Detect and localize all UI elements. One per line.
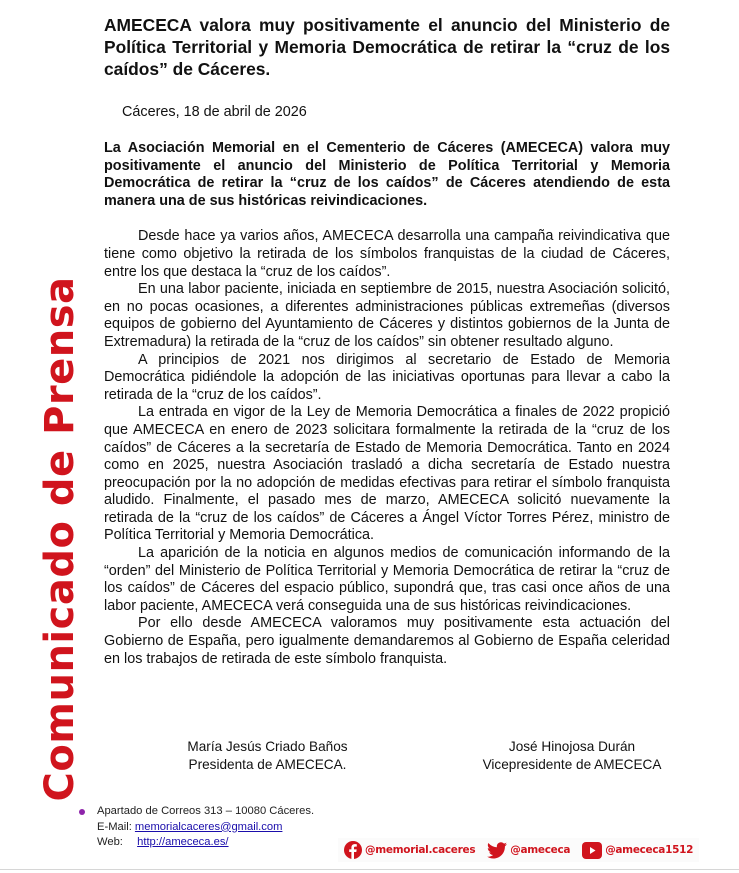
social-handle: @amececa1512	[605, 844, 694, 856]
social-facebook[interactable]	[344, 841, 475, 859]
paragraph: Desde hace ya varios años, AMECECA desarrolla una campaña reivindicativa que tiene como objetivo la retirada de los símbolos franquistas de la ciudad de Cáceres, entre los que destaca la “cruz de los caídos”.	[104, 228, 670, 280]
email-row	[79, 820, 314, 836]
youtube-icon	[582, 842, 602, 859]
web-link[interactable]: http://amececa.es/	[137, 836, 229, 848]
paragraph: Por ello desde AMECECA valoramos muy positivamente esta actuación del Gobierno de España, pero igualmente demandaremos al Gobierno de España celeridad en los trabajos de retirada de este símbolo franquista.	[104, 615, 670, 667]
side-banner-text: Comunicado de Prensa	[37, 276, 83, 802]
paragraph: La aparición de la noticia en algunos medios de comunicación informando de la “orden” del Ministerio de Política Territorial y Memoria Democrática de retirar la “cruz de los caídos” de Cáceres del espacio público, supondrá que, tras casi once años de una labor paciente, AMECECA verá conseguida una de sus históricas reivindicaciones.	[104, 545, 670, 614]
paragraph: La entrada en vigor de la Ley de Memoria Democrática a finales de 2022 propició que AMECECA en enero de 2023 solicitara formalmente la retirada de la “cruz de los caídos” de Cáceres a la secretaría de Estado de Memoria Democrática. Tanto en 2024 como en 2025, nuestra Asociación trasladó a dicha secretaría de Estado nuestra preocupación por la no adopción de medidas efectivas para retirar el símbolo franquista aludido. Finalmente, el pasado mes de marzo, AMECECA solicitó nuevamente la retirada de la “cruz de los caídos” de Cáceres a Ángel Víctor Torres Pérez, ministro de Política Territorial y Memoria Democrática.	[104, 404, 670, 544]
social-twitter[interactable]	[487, 842, 570, 859]
facebook-icon	[344, 841, 362, 859]
contact-info	[79, 804, 314, 851]
lead-paragraph: La Asociación Memorial en el Cementerio de Cáceres (AMECECA) valora muy positivamente el anuncio del Ministerio de Política Territorial y Memoria Democrática de retirar la “cruz de los caídos” de Cáceres atendiendo de esta manera una de sus históricas reivindicaciones.	[104, 140, 670, 209]
page-title: AMECECA valora muy positivamente el anuncio del Ministerio de Política Territorial y Memoria Democrática de retirar la “cruz de los caídos” de Cáceres.	[104, 15, 670, 79]
bullet-icon	[79, 809, 85, 815]
email-link[interactable]: memorialcaceres@gmail.com	[134, 820, 283, 833]
signature-vicepresident	[466, 738, 678, 774]
signature-name: María Jesús Criado Baños	[187, 739, 348, 754]
press-release-body	[104, 14, 670, 668]
paragraph: En una labor paciente, iniciada en septiembre de 2015, nuestra Asociación solicitó, en no pocas ocasiones, a diferentes administraciones públicas extremeñas (diversos equipos de gobierno del Ayuntamiento de Cáceres y distintos gobiernos de la Junta de Extremadura) la retirada de la “cruz de los caídos” sin obtener resultado alguno.	[104, 281, 670, 350]
social-links	[338, 838, 699, 862]
web-row	[79, 835, 314, 851]
paragraph: A principios de 2021 nos dirigimos al secretario de Estado de Memoria Democrática pidiéndole la adopción de las iniciativas oportunas para llevar a cabo la retirada de la “cruz de los caídos”.	[104, 351, 670, 403]
footer-divider	[0, 869, 739, 870]
side-banner	[36, 276, 84, 802]
email-label: E-Mail:	[97, 820, 132, 833]
signature-president	[170, 738, 365, 774]
web-label: Web:	[97, 836, 123, 848]
social-handle: @memorial.caceres	[365, 844, 476, 856]
postal-address: Apartado de Correos 313 – 10080 Cáceres.	[97, 805, 315, 817]
signature-name: José Hinojosa Durán	[508, 739, 636, 754]
social-youtube[interactable]	[582, 842, 693, 859]
social-handle: @amececa	[510, 844, 571, 856]
date-line: Cáceres, 18 de abril de 2026	[122, 104, 307, 120]
body-text	[104, 228, 670, 668]
address-row	[79, 804, 314, 820]
signature-role: Presidenta de AMECECA.	[188, 757, 347, 772]
signature-role: Vicepresidente de AMECECA	[482, 757, 662, 772]
twitter-icon	[487, 842, 507, 859]
